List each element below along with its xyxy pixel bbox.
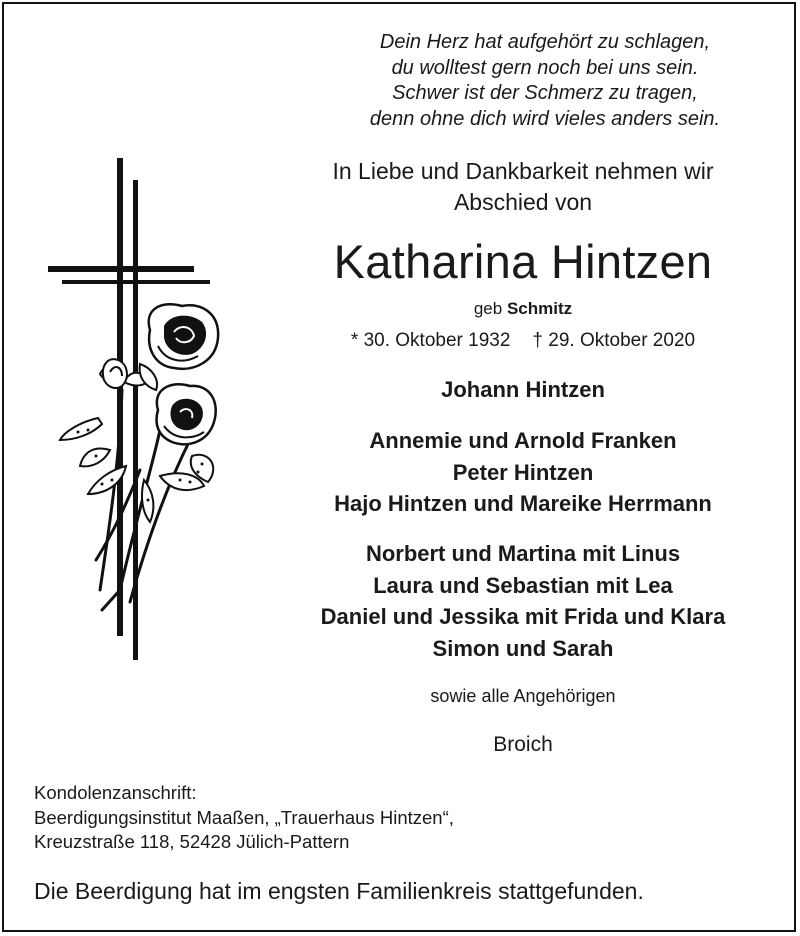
other-relatives: sowie alle Angehörigen — [430, 686, 616, 706]
deceased-name: Katharina Hintzen — [333, 235, 713, 288]
life-dates — [248, 328, 798, 354]
cross-with-roses-icon — [40, 150, 240, 670]
mourner-line: Norbert und Martina mit Linus — [365, 541, 681, 566]
mourner-line: Hajo Hintzen und Mareike Herrmann — [334, 491, 712, 516]
intro-line: In Liebe und Dankbarkeit nehmen wir — [332, 158, 714, 184]
condolence-line: Beerdigungsinstitut Maaßen, „Trauerhaus Hintzen“, — [34, 806, 454, 828]
intro-line: Abschied von — [453, 189, 593, 215]
condolence-label: Kondolenzanschrift: — [34, 782, 197, 803]
birth-prefix: geb — [473, 299, 503, 318]
poem-line: du wolltest gern noch bei uns sein. — [391, 56, 699, 79]
mourners-children — [248, 425, 798, 520]
mourner-line: Peter Hintzen — [452, 459, 594, 485]
place-name: Broich — [493, 733, 553, 756]
mourners-grandchildren — [248, 538, 798, 664]
funeral-note: Die Beerdigung hat im engsten Familienkreis stattgefunden. — [34, 878, 644, 904]
mourner-line: Laura und Sebastian mit Lea — [373, 572, 673, 598]
poem — [280, 30, 800, 132]
maiden-name: Schmitz — [506, 299, 573, 318]
mourners-spouse — [248, 374, 798, 406]
mourner-line: Johann Hintzen — [441, 377, 605, 402]
poem-line: denn ohne dich wird vieles anders sein. — [369, 107, 721, 130]
farewell-intro — [268, 156, 778, 218]
birth-name — [248, 298, 798, 320]
poem-line: Dein Herz hat aufgehört zu schlagen, — [379, 31, 711, 53]
birth-date: * 30. Oktober 1932 — [350, 330, 511, 351]
condolence-line: Kreuzstraße 118, 52428 Jülich-Pattern — [34, 831, 350, 852]
death-date: † 29. Oktober 2020 — [532, 330, 696, 351]
condolence-address — [34, 781, 454, 855]
mourner-line: Daniel und Jessika mit Frida und Klara — [320, 604, 726, 629]
mourner-line: Simon und Sarah — [432, 635, 614, 661]
mourner-line: Annemie und Arnold Franken — [369, 428, 677, 453]
poem-line: Schwer ist der Schmerz zu tragen, — [392, 82, 698, 104]
